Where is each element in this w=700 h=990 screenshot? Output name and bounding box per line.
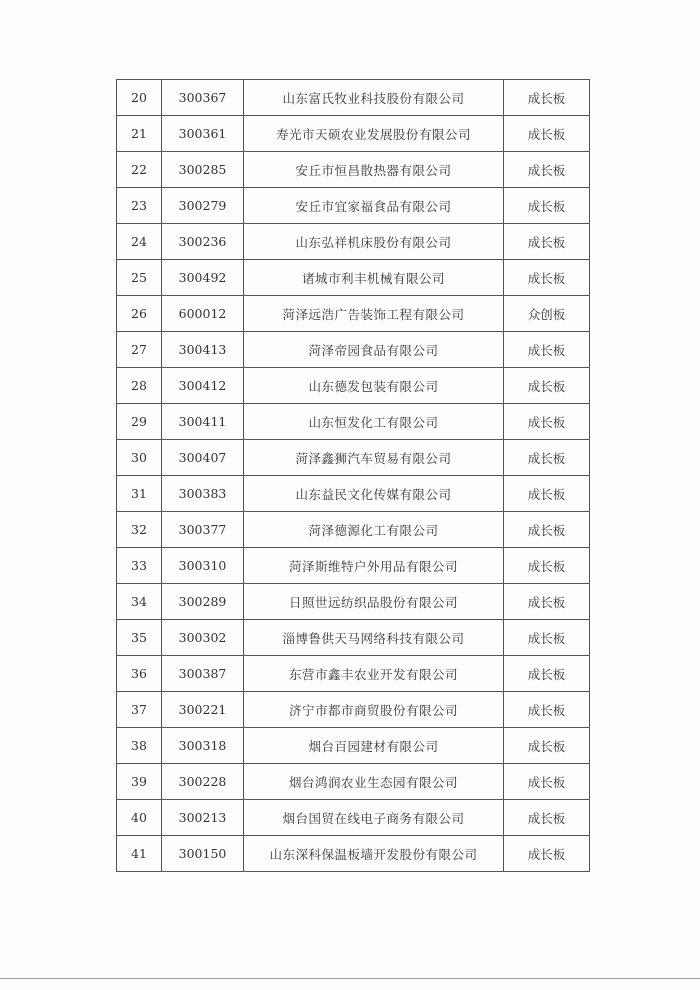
row-index-cell: 32 <box>117 512 162 548</box>
company-code-cell: 300413 <box>162 332 244 368</box>
board-type-cell: 成长板 <box>504 80 590 116</box>
company-listing-table <box>116 79 590 872</box>
table-row <box>117 368 590 404</box>
row-index-cell: 40 <box>117 800 162 836</box>
row-index-cell: 39 <box>117 764 162 800</box>
board-type-cell: 众创板 <box>504 296 590 332</box>
table-row <box>117 260 590 296</box>
company-code-cell: 600012 <box>162 296 244 332</box>
company-name-cell: 菏泽鑫狮汽车贸易有限公司 <box>244 440 504 476</box>
board-type-cell: 成长板 <box>504 548 590 584</box>
company-code-cell: 300213 <box>162 800 244 836</box>
board-type-cell: 成长板 <box>504 728 590 764</box>
row-index-cell: 24 <box>117 224 162 260</box>
table-row <box>117 656 590 692</box>
table-row <box>117 548 590 584</box>
company-code-cell: 300407 <box>162 440 244 476</box>
company-name-cell: 山东深科保温板墙开发股份有限公司 <box>244 836 504 872</box>
row-index-cell: 38 <box>117 728 162 764</box>
company-code-cell: 300221 <box>162 692 244 728</box>
company-code-cell: 300285 <box>162 152 244 188</box>
company-name-cell: 日照世远纺织品股份有限公司 <box>244 584 504 620</box>
board-type-cell: 成长板 <box>504 656 590 692</box>
row-index-cell: 37 <box>117 692 162 728</box>
company-name-cell: 烟台国贸在线电子商务有限公司 <box>244 800 504 836</box>
company-name-cell: 淄博鲁供天马网络科技有限公司 <box>244 620 504 656</box>
company-code-cell: 300412 <box>162 368 244 404</box>
company-name-cell: 菏泽远浩广告装饰工程有限公司 <box>244 296 504 332</box>
table-row <box>117 188 590 224</box>
company-code-cell: 300150 <box>162 836 244 872</box>
company-name-cell: 山东弘祥机床股份有限公司 <box>244 224 504 260</box>
table-row <box>117 800 590 836</box>
company-name-cell: 山东富氏牧业科技股份有限公司 <box>244 80 504 116</box>
row-index-cell: 33 <box>117 548 162 584</box>
row-index-cell: 20 <box>117 80 162 116</box>
row-index-cell: 35 <box>117 620 162 656</box>
board-type-cell: 成长板 <box>504 116 590 152</box>
table-row <box>117 116 590 152</box>
board-type-cell: 成长板 <box>504 404 590 440</box>
company-name-cell: 菏泽斯维特户外用品有限公司 <box>244 548 504 584</box>
company-name-cell: 诸城市利丰机械有限公司 <box>244 260 504 296</box>
board-type-cell: 成长板 <box>504 800 590 836</box>
company-name-cell: 寿光市天硕农业发展股份有限公司 <box>244 116 504 152</box>
table-row <box>117 620 590 656</box>
board-type-cell: 成长板 <box>504 836 590 872</box>
board-type-cell: 成长板 <box>504 620 590 656</box>
table-row <box>117 152 590 188</box>
company-name-cell: 安丘市恒昌散热器有限公司 <box>244 152 504 188</box>
row-index-cell: 36 <box>117 656 162 692</box>
table-body <box>117 80 590 872</box>
table-row <box>117 404 590 440</box>
company-code-cell: 300279 <box>162 188 244 224</box>
row-index-cell: 26 <box>117 296 162 332</box>
table-row <box>117 692 590 728</box>
company-name-cell: 山东恒发化工有限公司 <box>244 404 504 440</box>
table-row <box>117 836 590 872</box>
table-row <box>117 440 590 476</box>
company-code-cell: 300302 <box>162 620 244 656</box>
company-name-cell: 安丘市宜家福食品有限公司 <box>244 188 504 224</box>
row-index-cell: 23 <box>117 188 162 224</box>
board-type-cell: 成长板 <box>504 332 590 368</box>
board-type-cell: 成长板 <box>504 476 590 512</box>
board-type-cell: 成长板 <box>504 512 590 548</box>
company-code-cell: 300387 <box>162 656 244 692</box>
company-name-cell: 山东益民文化传媒有限公司 <box>244 476 504 512</box>
company-code-cell: 300377 <box>162 512 244 548</box>
company-code-cell: 300383 <box>162 476 244 512</box>
company-code-cell: 300310 <box>162 548 244 584</box>
table-row <box>117 584 590 620</box>
board-type-cell: 成长板 <box>504 764 590 800</box>
table-row <box>117 512 590 548</box>
row-index-cell: 25 <box>117 260 162 296</box>
row-index-cell: 41 <box>117 836 162 872</box>
table-row <box>117 728 590 764</box>
company-name-cell: 烟台百园建材有限公司 <box>244 728 504 764</box>
table-row <box>117 296 590 332</box>
row-index-cell: 34 <box>117 584 162 620</box>
board-type-cell: 成长板 <box>504 260 590 296</box>
row-index-cell: 27 <box>117 332 162 368</box>
table-row <box>117 224 590 260</box>
row-index-cell: 29 <box>117 404 162 440</box>
company-name-cell: 菏泽德源化工有限公司 <box>244 512 504 548</box>
company-code-cell: 300289 <box>162 584 244 620</box>
company-code-cell: 300361 <box>162 116 244 152</box>
board-type-cell: 成长板 <box>504 368 590 404</box>
company-name-cell: 山东德发包装有限公司 <box>244 368 504 404</box>
company-name-cell: 济宁市都市商贸股份有限公司 <box>244 692 504 728</box>
company-code-cell: 300492 <box>162 260 244 296</box>
table-row <box>117 80 590 116</box>
table-row <box>117 332 590 368</box>
company-code-cell: 300318 <box>162 728 244 764</box>
company-name-cell: 菏泽帝园食品有限公司 <box>244 332 504 368</box>
board-type-cell: 成长板 <box>504 440 590 476</box>
board-type-cell: 成长板 <box>504 692 590 728</box>
company-name-cell: 东营市鑫丰农业开发有限公司 <box>244 656 504 692</box>
row-index-cell: 28 <box>117 368 162 404</box>
board-type-cell: 成长板 <box>504 224 590 260</box>
company-code-cell: 300367 <box>162 80 244 116</box>
row-index-cell: 22 <box>117 152 162 188</box>
row-index-cell: 21 <box>117 116 162 152</box>
page-bottom-edge <box>0 978 700 979</box>
board-type-cell: 成长板 <box>504 152 590 188</box>
company-code-cell: 300411 <box>162 404 244 440</box>
board-type-cell: 成长板 <box>504 584 590 620</box>
table-row <box>117 476 590 512</box>
company-code-cell: 300228 <box>162 764 244 800</box>
company-name-cell: 烟台鸿润农业生态园有限公司 <box>244 764 504 800</box>
company-code-cell: 300236 <box>162 224 244 260</box>
row-index-cell: 30 <box>117 440 162 476</box>
row-index-cell: 31 <box>117 476 162 512</box>
board-type-cell: 成长板 <box>504 188 590 224</box>
table-row <box>117 764 590 800</box>
